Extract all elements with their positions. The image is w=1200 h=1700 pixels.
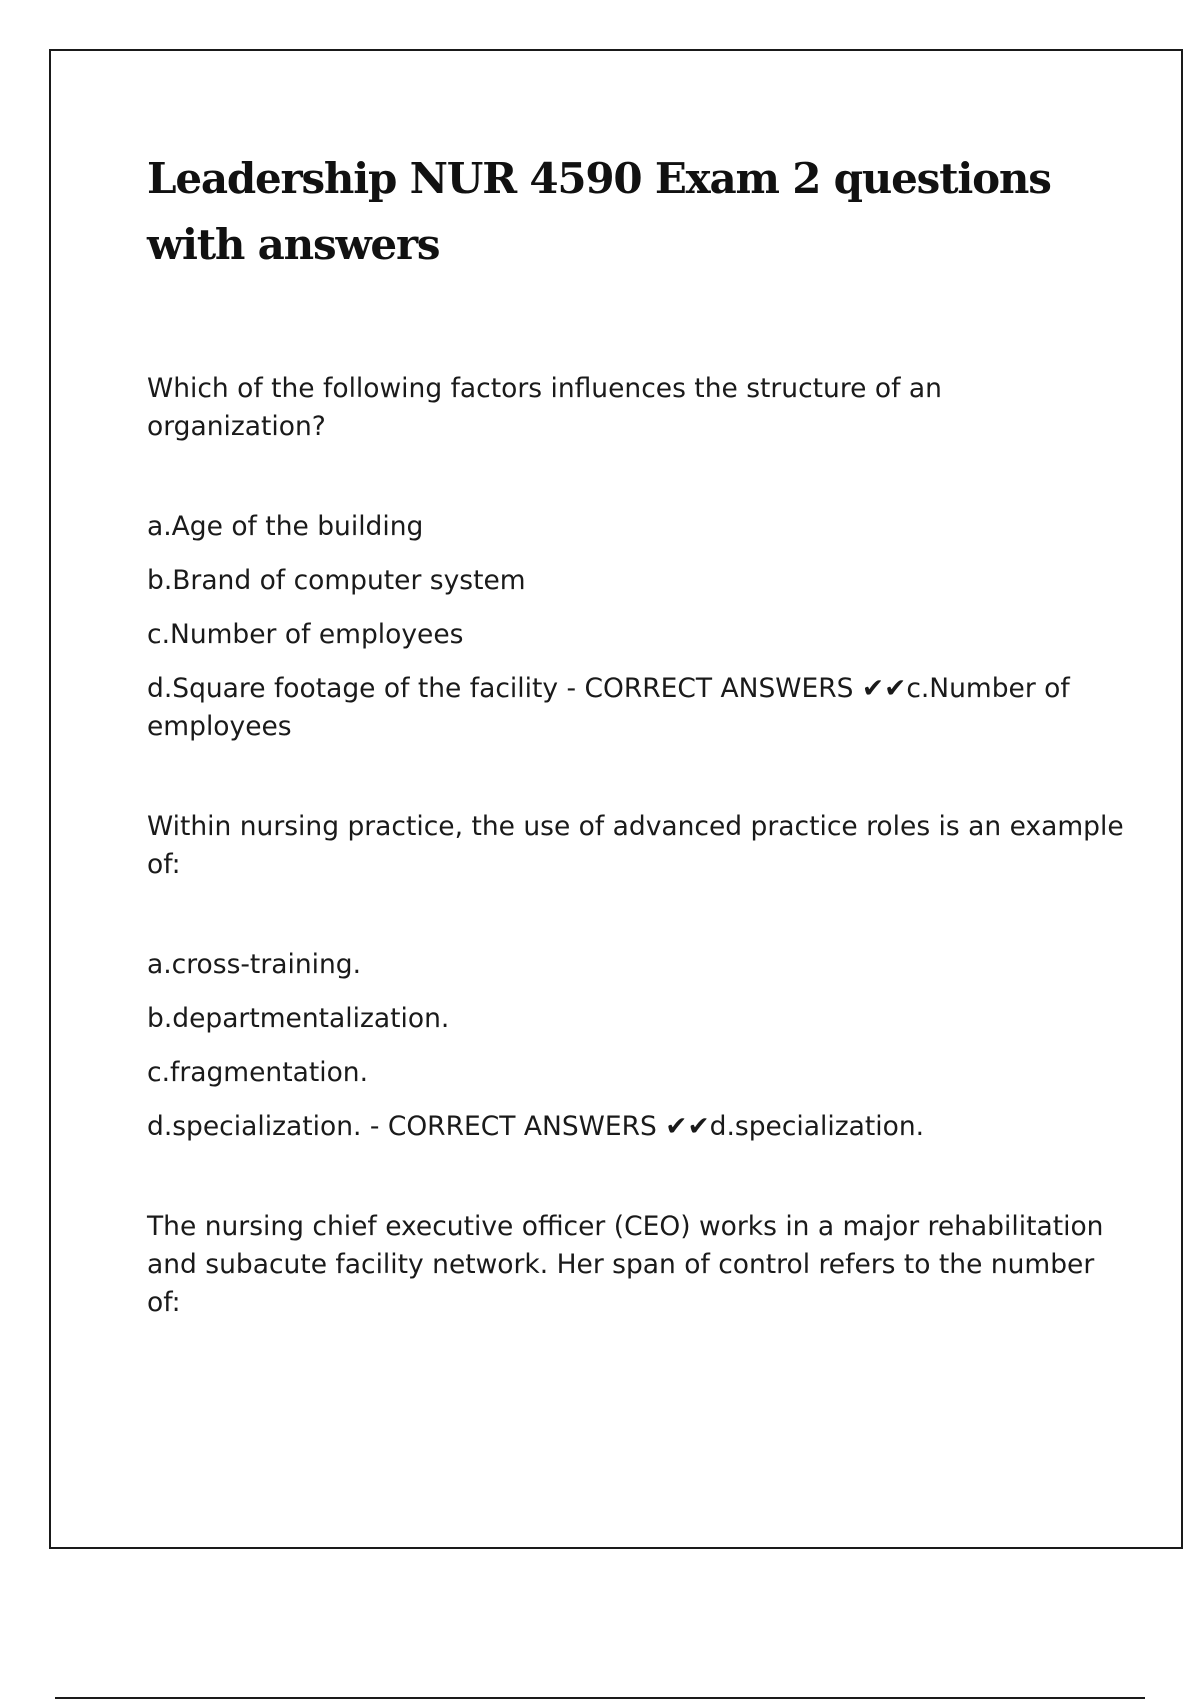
document-content xyxy=(147,146,1127,1322)
question-2-option-c: c.fragmentation. xyxy=(147,1057,369,1088)
question-2-options xyxy=(147,946,1127,1146)
question-2-option-b: b.departmentalization. xyxy=(147,1003,450,1034)
question-1-options xyxy=(147,508,1127,746)
question-2-prompt: Within nursing practice, the use of advanced practice roles is an example of: xyxy=(147,811,1124,880)
document-title: Leadership NUR 4590 Exam 2 questions with answers xyxy=(147,154,1051,269)
question-1-option-d-with-answer: d.Square footage of the facility - CORRECT ANSWERS ✔✔c.Number of employees xyxy=(147,673,1070,742)
question-1-option-b: b.Brand of computer system xyxy=(147,565,526,596)
footer-divider xyxy=(55,1697,1145,1699)
question-1-option-a: a.Age of the building xyxy=(147,511,424,542)
question-1-option-c: c.Number of employees xyxy=(147,619,464,650)
question-1-prompt: Which of the following factors influences the structure of an organization? xyxy=(147,373,942,442)
question-2-option-a: a.cross-training. xyxy=(147,949,362,980)
page-frame xyxy=(49,49,1183,1549)
question-3-prompt: The nursing chief executive officer (CEO) works in a major rehabilitation and subacute facility network. Her span of control refers to the number of: xyxy=(147,1211,1104,1318)
question-2-option-d-with-answer: d.specialization. - CORRECT ANSWERS ✔✔d.specialization. xyxy=(147,1111,925,1142)
